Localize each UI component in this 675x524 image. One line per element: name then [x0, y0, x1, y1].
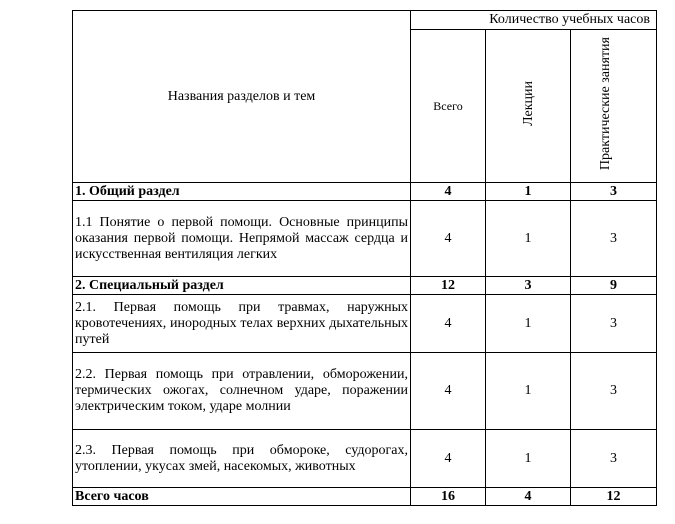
row-lectures: 1 — [486, 183, 571, 201]
table-row — [73, 183, 657, 201]
row-total: 16 — [411, 488, 486, 506]
row-total: 12 — [411, 277, 486, 295]
row-practice: 9 — [571, 277, 657, 295]
header-practice: Практические занятия — [597, 36, 613, 171]
table-row — [73, 353, 657, 430]
table-row — [73, 488, 657, 506]
header-total-cell — [411, 30, 486, 183]
row-total: 4 — [411, 430, 486, 488]
row-name: 1. Общий раздел — [73, 183, 411, 201]
row-name: 2. Специальный раздел — [73, 277, 411, 295]
row-practice: 3 — [571, 295, 657, 353]
row-lectures: 3 — [486, 277, 571, 295]
table-row — [73, 430, 657, 488]
row-lectures: 1 — [486, 201, 571, 277]
row-total: 4 — [411, 183, 486, 201]
header-lectures: Лекции — [520, 81, 536, 126]
row-lectures: 4 — [486, 488, 571, 506]
header-hours-title: Количество учебных часов — [489, 12, 651, 27]
row-practice: 12 — [571, 488, 657, 506]
header-lectures-cell — [486, 30, 571, 183]
row-name: 2.3. Первая помощь при обмороке, судорогах, утоплении, укусах змей, насекомых, животных — [73, 430, 411, 488]
row-practice: 3 — [571, 353, 657, 430]
row-total: 4 — [411, 201, 486, 277]
header-total: Всего — [433, 99, 463, 113]
row-name: 1.1 Понятие о первой помощи. Основные принципы оказания первой помощи. Непрямой массаж сердца и искусственная вентиляция легких — [73, 201, 411, 277]
row-total: 4 — [411, 353, 486, 430]
row-name: Всего часов — [73, 488, 411, 506]
table-row — [73, 277, 657, 295]
row-practice: 3 — [571, 201, 657, 277]
header-hours-title-cell — [411, 11, 657, 30]
row-practice: 3 — [571, 183, 657, 201]
row-total: 4 — [411, 295, 486, 353]
row-lectures: 1 — [486, 430, 571, 488]
header-section-title: Названия разделов и тем — [167, 88, 316, 104]
row-name: 2.1. Первая помощь при травмах, наружных кровотечениях, инородных телах верхних дыхательных путей — [73, 295, 411, 353]
row-lectures: 1 — [486, 295, 571, 353]
table-row — [73, 201, 657, 277]
row-name: 2.2. Первая помощь при отравлении, обморожении, термических ожогах, солнечном ударе, поражении электрическим током, ударе молнии — [73, 353, 411, 430]
row-practice: 3 — [571, 430, 657, 488]
table-row — [73, 295, 657, 353]
header-section-title-cell — [73, 11, 411, 183]
header-practice-cell — [571, 30, 657, 183]
curriculum-table — [72, 10, 657, 506]
row-lectures: 1 — [486, 353, 571, 430]
